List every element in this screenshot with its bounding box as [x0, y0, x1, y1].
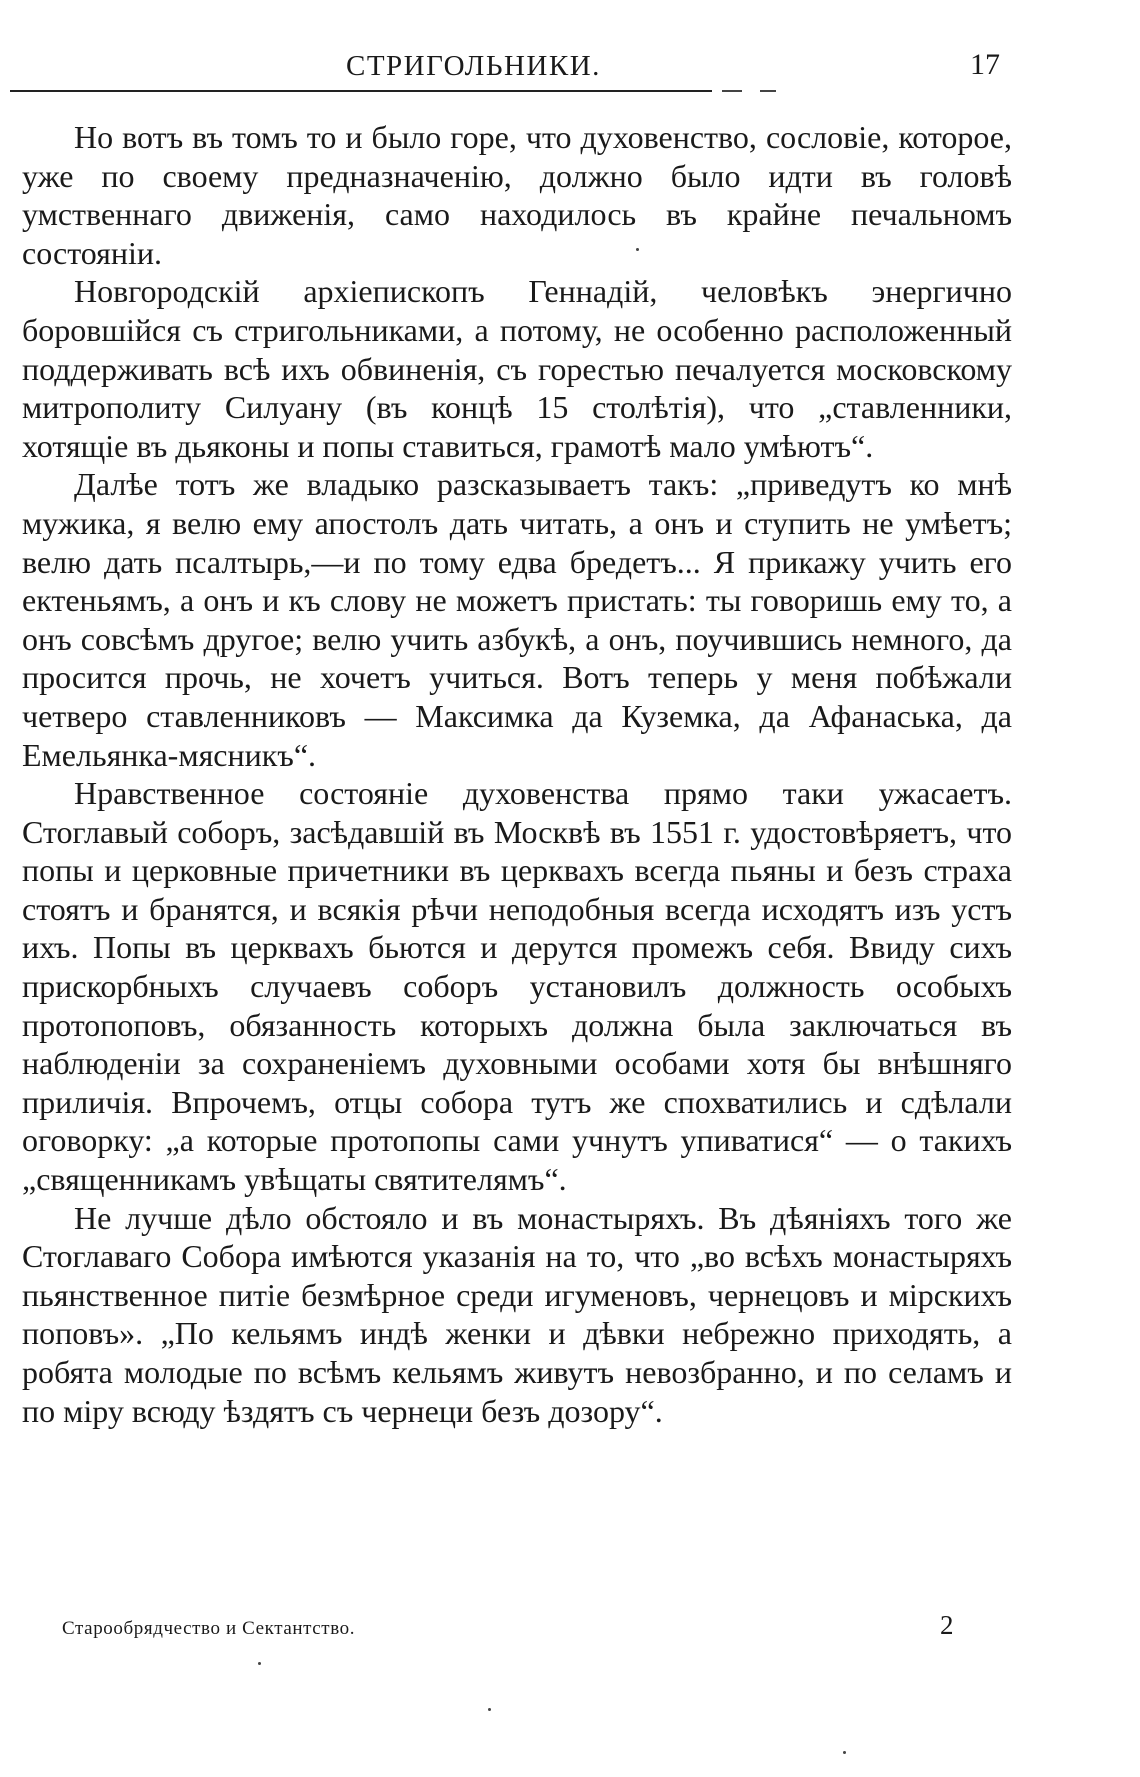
- print-speck: [843, 1751, 846, 1754]
- signature-mark: 2: [940, 1610, 954, 1640]
- running-header: [10, 44, 1010, 94]
- page-footer: [62, 1610, 962, 1646]
- header-rule-dash: [722, 90, 742, 92]
- body-text: [22, 118, 1012, 1430]
- running-title: СТРИГОЛЬНИКИ.: [346, 50, 601, 82]
- print-speck: [488, 1708, 491, 1711]
- paragraph: Не лучше дѣло обстояло и въ монастыряхъ. Въ дѣяніяхъ того же Стоглаваго Собора имѣются указанія на то, что „во всѣхъ монастыряхъ пьянственное питіе безмѣрное среди игуменовъ, чернецовъ и мірскихъ поповъ». „По кельямъ индѣ женки и дѣвки небрежно приходять, а робята молодые по всѣмъ кельямъ живутъ невозбранно, и по селамъ и по міру всюду ѣздятъ съ чернеци безъ дозору“.: [22, 1199, 1012, 1429]
- paragraph: Далѣе тотъ же владыко разсказываетъ такъ: „приведутъ ко мнѣ мужика, я велю ему апостолъ дать читать, а онъ и ступить не умѣетъ; велю дать псалтырь,—и по тому едва бредетъ... Я прикажу учить его ектеньямъ, а онъ и къ слову не можетъ пристать: ты говоришь ему то, а онъ совсѣмъ другое; велю учить азбукѣ, а онъ, поучившись немного, да просится прочь, не хочетъ учиться. Вотъ теперь у меня побѣжали четверо ставленниковъ — Максимка да Куземка, да Афанаська, да Емельянка-мясникъ“.: [22, 466, 1012, 773]
- paragraph: Но вотъ въ томъ то и было горе, что духовенство, сословіе, которое, уже по своему предназначенію, должно было идти въ головѣ умственнаго движенія, само находилось въ крайне печальномъ состояніи.: [22, 119, 1012, 271]
- header-rule-dash: [760, 90, 776, 92]
- footer-book-title: Старообрядчество и Сектантство.: [62, 1618, 356, 1639]
- page-number: 17: [970, 48, 1000, 81]
- header-rule: [10, 90, 712, 92]
- paragraph: Новгородскій архіепископъ Геннадій, человѣкъ энергично боровшійся съ стригольниками, а потому, не особенно расположенный поддерживать всѣ ихъ обвиненія, съ горестью печалуется московскому митрополиту Силуану (въ концѣ 15 столѣтія), что „ставленники, хотящіе въ дьяконы и попы ставиться, грамотѣ мало умѣютъ“.: [22, 273, 1012, 464]
- print-speck: [258, 1662, 261, 1665]
- print-speck: [636, 248, 639, 251]
- paragraph: Нравственное состояніе духовенства прямо таки ужасаетъ. Стоглавый соборъ, засѣдавшій въ Москвѣ въ 1551 г. удостовѣряетъ, что попы и церковные причетники въ церквахъ всегда пьяны и безъ страха стоятъ и бранятся, и всякія рѣчи неподобныя всегда исходятъ изъ устъ ихъ. Попы въ церквахъ бьются и дерутся промежъ себя. Ввиду сихъ прискорбныхъ случаевъ соборъ установилъ должность особыхъ протопоповъ, обязанность которыхъ должна была заключаться въ наблюденіи за сохраненіемъ духовными особами хотя бы внѣшняго приличія. Впрочемъ, отцы собора тутъ же спохватились и сдѣлали оговорку: „а которые протопопы сами учнутъ упиватися“ — о такихъ „священникамъ увѣщаты святителямъ“.: [22, 775, 1012, 1198]
